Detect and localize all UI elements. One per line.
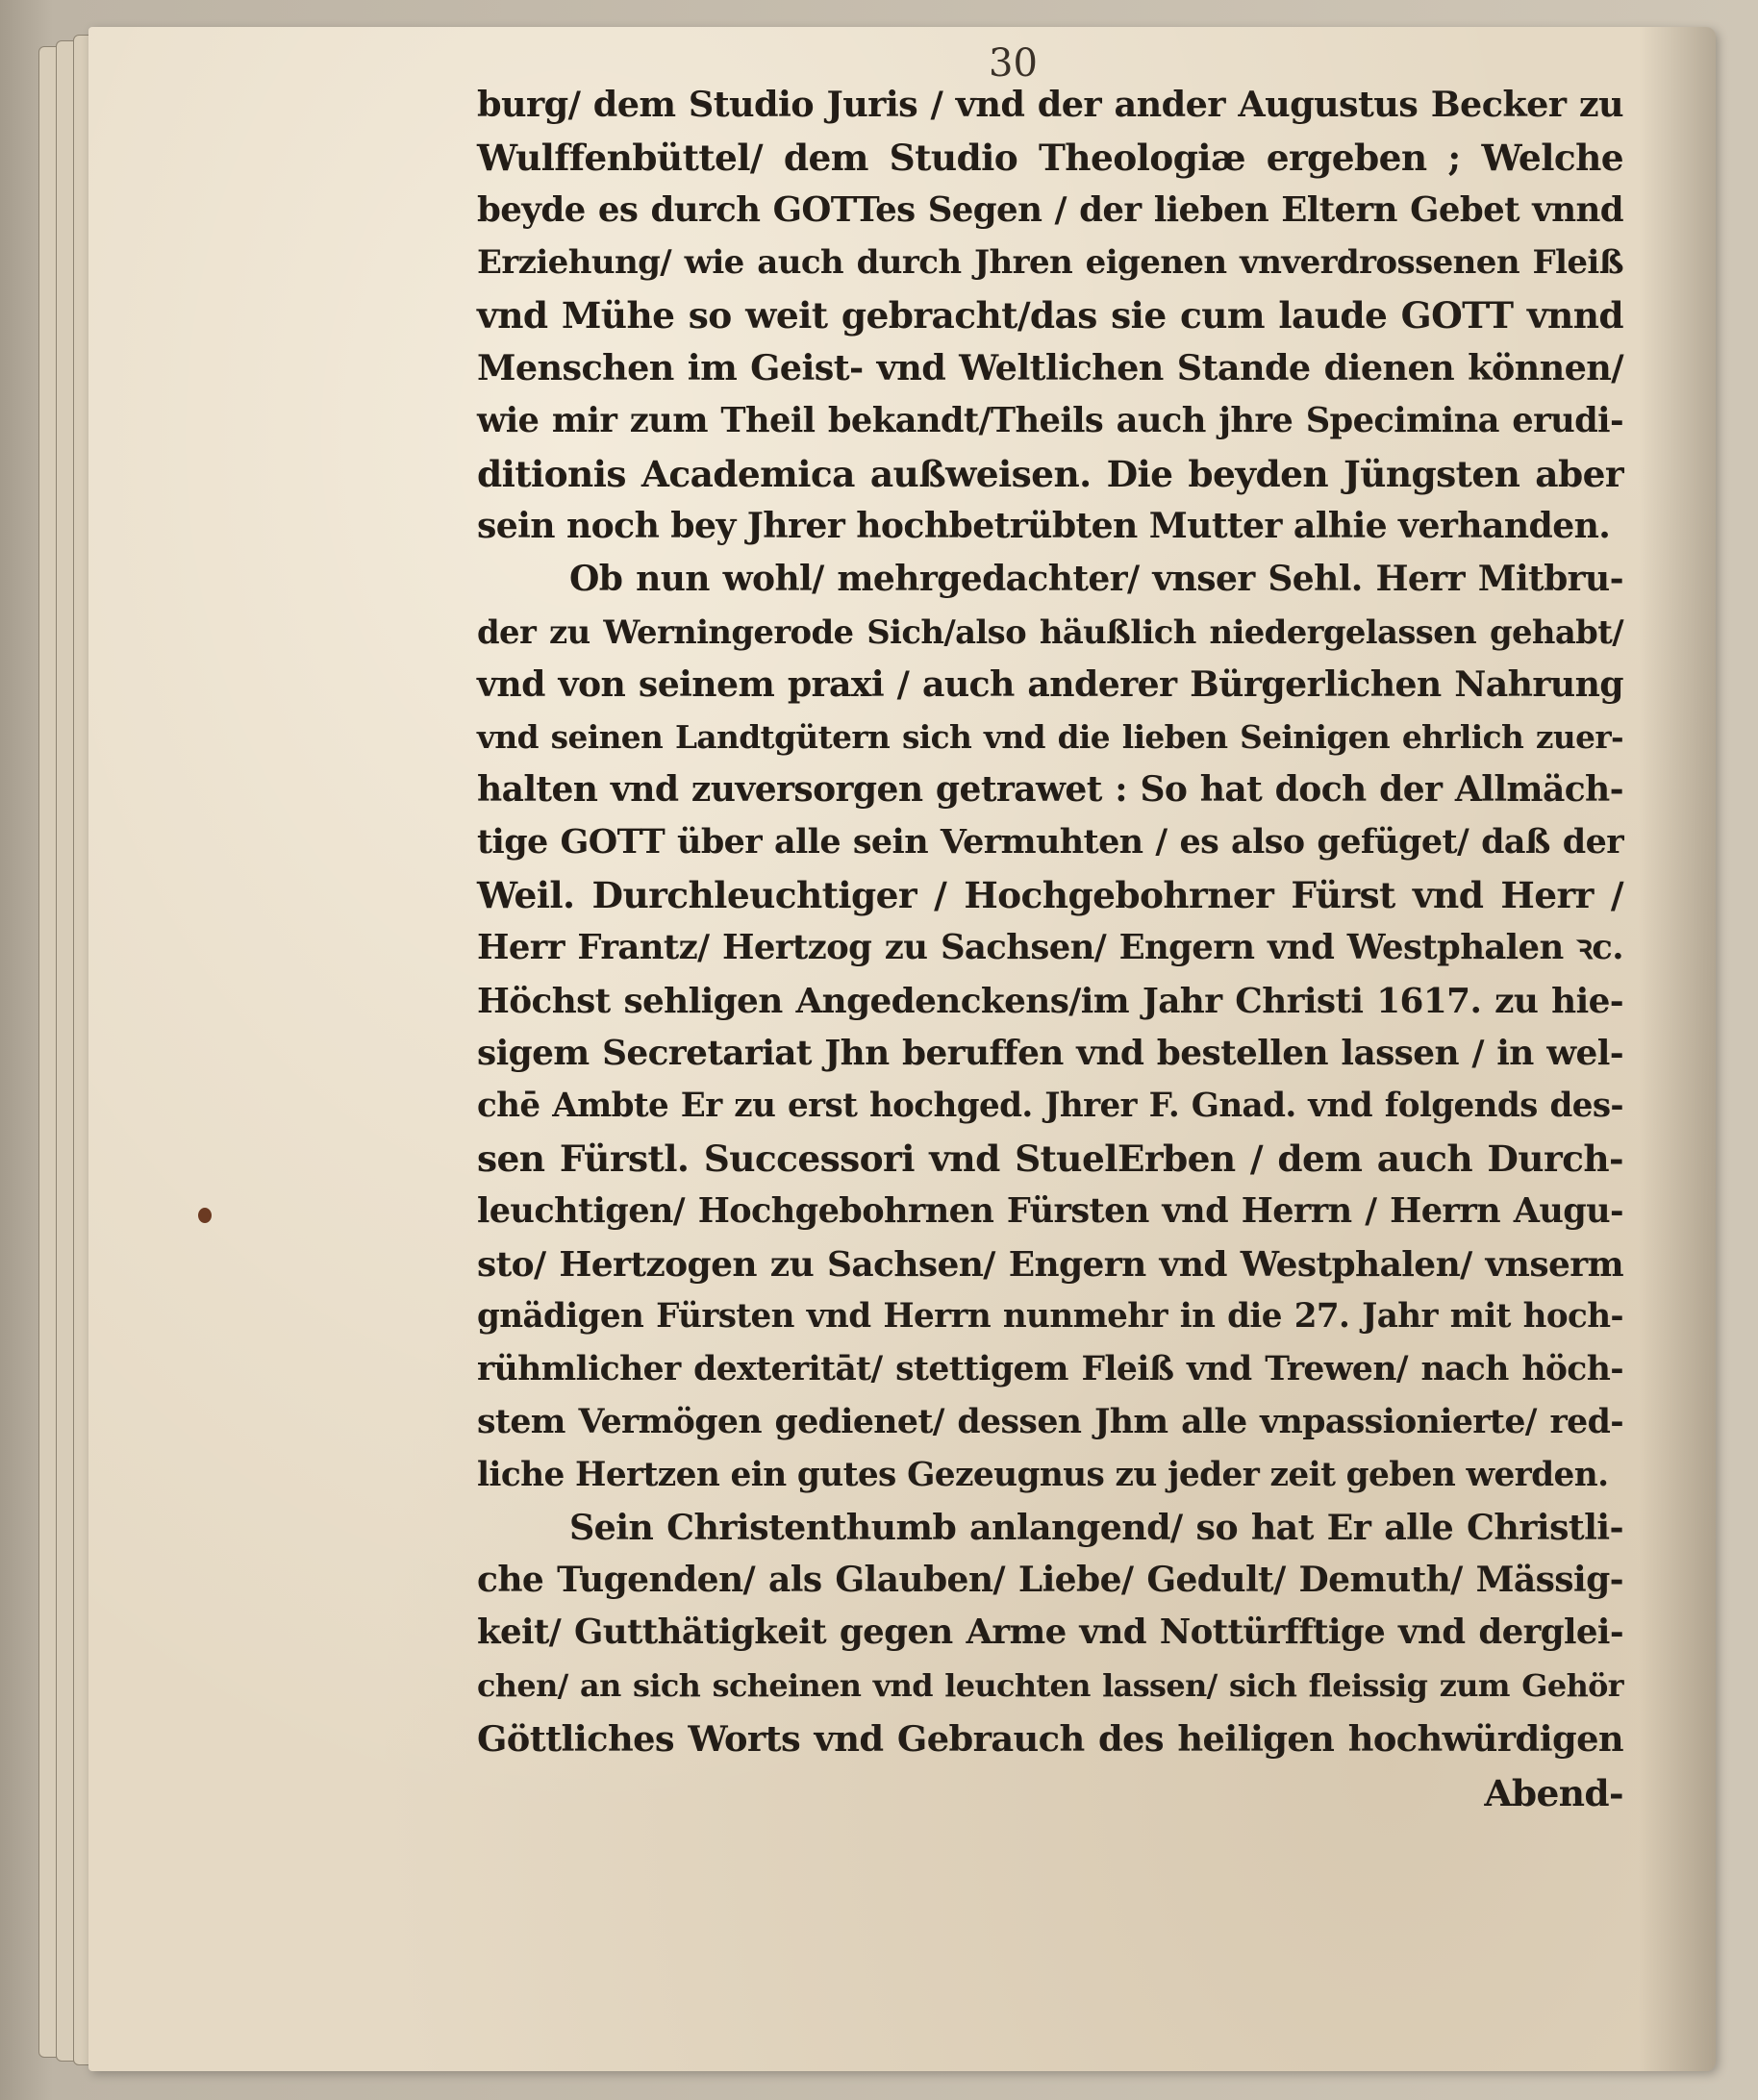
text-line: Erziehung/ wie auch durch Jhren eigenen vnverdrossenen Fleiß <box>477 243 1623 283</box>
text-line: leuchtigen/ Hochgebohrnen Fürsten vnd Herrn / Herrn Augu- <box>477 1190 1623 1231</box>
text-line: tige GOTT über alle sein Vermuhten / es also gefüget/ daß der <box>477 822 1623 862</box>
text-line: Höchst sehligen Angedenckens/im Jahr Christi 1617. zu hie- <box>477 980 1623 1021</box>
text-line: Herr Frantz/ Hertzog zu Sachsen/ Engern vnd Westphalen ꝛc. <box>477 927 1623 967</box>
text-line: der zu Werningerode Sich/also häußlich niedergelassen gehabt/ <box>477 612 1623 651</box>
text-line: rühmlicher dexteritāt/ stettigem Fleiß vnd Trewen/ nach höch- <box>477 1350 1623 1389</box>
body-text <box>477 79 1623 1819</box>
text-line: chē Ambte Er zu erst hochged. Jhrer F. Gnad. vnd folgends des- <box>477 1087 1623 1126</box>
text-line: sto/ Hertzogen zu Sachsen/ Engern vnd Westphalen/ vnserm <box>477 1243 1623 1285</box>
text-line: che Tugenden/ als Glauben/ Liebe/ Gedult/ Demuth/ Mässig- <box>477 1560 1623 1601</box>
catchword: Abend- <box>1484 1771 1623 1814</box>
text-line: chen/ an sich scheinen vnd leuchten lassen/ sich fleissig zum Gehör <box>477 1666 1623 1704</box>
text-line: halten vnd zuversorgen getrawet : So hat doch der Allmäch- <box>477 769 1623 811</box>
text-line: vnd Mühe so weit gebracht/das sie cum laude GOTT vnnd <box>477 294 1623 338</box>
text-line: sen Fürstl. Successori vnd StuelErben / dem auch Durch- <box>477 1137 1623 1180</box>
paragraph-first-line: Sein Christenthumb anlangend/ so hat Er alle Christli- <box>569 1506 1623 1548</box>
text-line: Göttliches Worts vnd Gebrauch des heiligen hochwürdigen <box>477 1716 1623 1760</box>
text-line: liche Hertzen ein gutes Gezeugnus zu jeder zeit geben werden. <box>477 1455 1609 1494</box>
text-line: sein noch bey Jhrer hochbetrübten Mutter alhie verhanden. <box>477 505 1611 547</box>
paragraph-first-line: Ob nun wohl/ mehrgedachter/ vnser Sehl. Herr Mitbru- <box>569 559 1623 600</box>
text-line: stem Vermögen gedienet/ dessen Jhm alle vnpassionierte/ red- <box>477 1401 1623 1441</box>
text-line: ditionis Academica außweisen. Die beyden Jüngsten aber <box>477 452 1623 495</box>
text-line: gnädigen Fürsten vnd Herrn nunmehr in die 27. Jahr mit hoch- <box>477 1297 1623 1337</box>
text-line: beyde es durch GOTTes Segen / der lieben Eltern Gebet vnnd <box>477 189 1623 230</box>
text-line: Wulffenbüttel/ dem Studio Theologiæ ergeben ; Welche <box>477 136 1623 179</box>
ink-stain <box>198 1208 212 1223</box>
text-line: Weil. Durchleuchtiger / Hochgebohrner Fürst vnd Herr / <box>477 873 1623 916</box>
text-line: keit/ Gutthätigkeit gegen Arme vnd Nottürfftige vnd derglei- <box>477 1612 1623 1653</box>
text-line: wie mir zum Theil bekandt/Theils auch jhre Specimina erudi- <box>477 400 1623 440</box>
gutter-shadow <box>1639 27 1716 2071</box>
text-line: vnd von seinem praxi / auch anderer Bürgerlichen Nahrung <box>477 662 1623 705</box>
text-line: sigem Secretariat Jhn beruffen vnd bestellen lassen / in wel- <box>477 1033 1623 1074</box>
page-number: 30 <box>989 41 1038 86</box>
text-line: burg/ dem Studio Juris / vnd der ander Augustus Becker zu <box>477 84 1623 125</box>
text-line: Menschen im Geist- vnd Weltlichen Stande dienen können/ <box>477 346 1623 388</box>
text-line: vnd seinen Landtgütern sich vnd die lieben Seinigen ehrlich zuer- <box>477 717 1623 756</box>
